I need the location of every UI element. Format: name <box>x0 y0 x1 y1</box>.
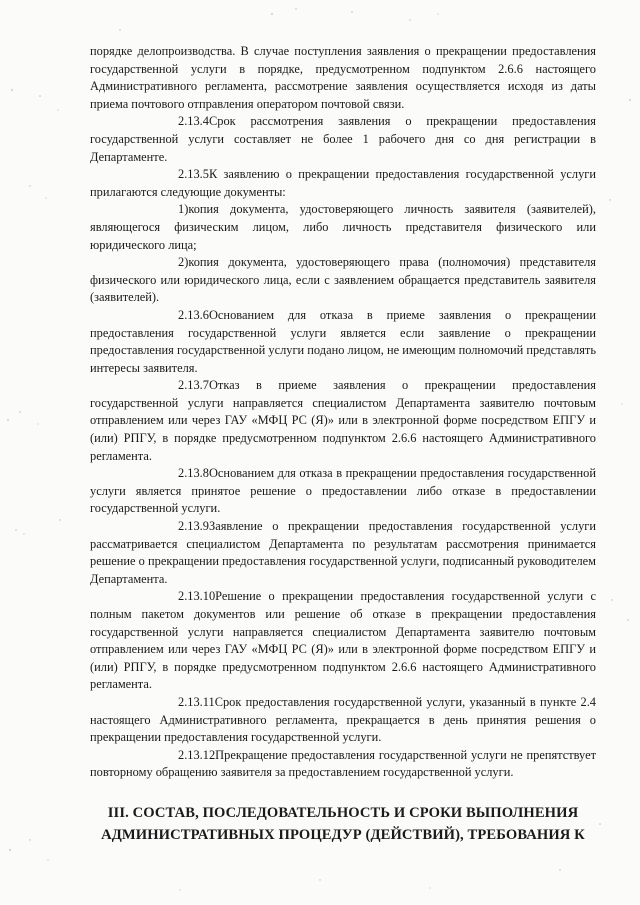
paragraph-text: Заявление о прекращении предоставления государственной услуги рассматривается специалистом Департамента по результатам рассмотрения принимается решение о прекращении предоставления государственной услуги, подписанный руководителем Департамента. <box>90 519 596 586</box>
paragraph-2-13-5 <box>90 166 596 201</box>
clause-number: 2.13.4 <box>178 114 209 129</box>
clause-number: 2.13.5 <box>178 167 209 182</box>
paragraph-text: копия документа, удостоверяющего личность заявителя (заявителей), являющегося физическим лицом, либо личность представителя физического или юридического лица; <box>90 202 596 252</box>
paragraph-2-13-6 <box>90 307 596 377</box>
paragraph-text: копия документа, удостоверяющего права (полномочия) представителя физического или юридического лица, если с заявлением обращается представитель заявителя (заявителей). <box>90 255 596 305</box>
section-heading <box>90 802 596 846</box>
paragraph-2-13-11 <box>90 694 596 747</box>
list-number: 2) <box>178 255 189 270</box>
paragraph-text: Прекращение предоставления государственной услуги не препятствует повторному обращению заявителя за предоставлением государственной услуги. <box>90 747 596 780</box>
paragraph-continuation <box>90 43 596 113</box>
clause-number: 2.13.12 <box>178 747 216 762</box>
paragraph-text: Отказ в приеме заявления о прекращении предоставления государственной услуги направляется специалистом Департамента заявителю почтовым отправлением или через ГАУ «МФЦ РС (Я)» или в электронной форме посредством ЕПГУ и (или) РПГУ, в порядке предусмотренном подпунктом 2.6.6 настоящего Административного регламента. <box>90 378 596 463</box>
paragraph-2-13-7 <box>90 377 596 465</box>
paragraph-2-13-12 <box>90 747 596 782</box>
document-body <box>90 43 596 782</box>
clause-number: 2.13.6 <box>178 307 209 322</box>
paragraph-text: Основанием для отказа в приеме заявления о прекращении предоставления государственной услуги является если заявление о прекращении предоставления государственной услуги подано лицом, не имеющим полномочий представлять интересы заявителя. <box>90 307 596 375</box>
list-number: 1) <box>178 202 189 217</box>
paragraph-2-13-10 <box>90 588 596 694</box>
clause-number: 2.13.10 <box>178 589 216 604</box>
clause-number: 2.13.11 <box>178 694 215 709</box>
clause-number: 2.13.9 <box>178 519 209 534</box>
list-item-1 <box>90 201 596 254</box>
paragraph-text: Основанием для отказа в прекращении предоставления государственной услуги является принятое решение о предоставлении либо отказе в предоставлении государственной услуги. <box>90 466 596 516</box>
paragraph-text: Решение о прекращении предоставления государственной услуги с полным пакетом документов или решение об отказе в прекращении предоставления государственной услуги направляется специалистом Департамента заявителю почтовым отправлением или через ГАУ «МФЦ РС (Я)» или в электронной форме посредством ЕПГУ и (или) РПГУ, в порядке предусмотренном подпунктом 2.6.6 настоящего Административного регламента. <box>90 589 596 692</box>
paragraph-2-13-9 <box>90 518 596 588</box>
clause-number: 2.13.8 <box>178 466 209 481</box>
list-item-2 <box>90 254 596 307</box>
section-heading-line: АДМИНИСТРАТИВНЫХ ПРОЦЕДУР (ДЕЙСТВИЙ), ТРЕБОВАНИЯ К <box>101 827 585 843</box>
clause-number: 2.13.7 <box>178 378 209 393</box>
paragraph-2-13-8 <box>90 465 596 518</box>
section-heading-line: III. СОСТАВ, ПОСЛЕДОВАТЕЛЬНОСТЬ И СРОКИ ВЫПОЛНЕНИЯ <box>107 805 579 821</box>
paragraph-text: Срок предоставления государственной услуги, указанный в пункте 2.4 настоящего Административного регламента, прекращается в день принятия решения о прекращении предоставления государственной услуги. <box>90 694 596 745</box>
paragraph-text: порядке делопроизводства. В случае поступления заявления о прекращении предоставления государственной услуги в порядке, предусмотренном подпунктом 2.6.6 настоящего Административного регламента, рассмотрение заявления осуществляется исходя из даты приема почтового отправления оператором почтовой связи. <box>90 44 596 111</box>
paragraph-text: Срок рассмотрения заявления о прекращении предоставления государственной услуги составляет не более 1 рабочего дня со дня регистрации в Департаменте. <box>90 114 596 164</box>
paragraph-2-13-4 <box>90 113 596 166</box>
paragraph-text: К заявлению о прекращении предоставления государственной услуги прилагаются следующие документы: <box>90 167 596 199</box>
